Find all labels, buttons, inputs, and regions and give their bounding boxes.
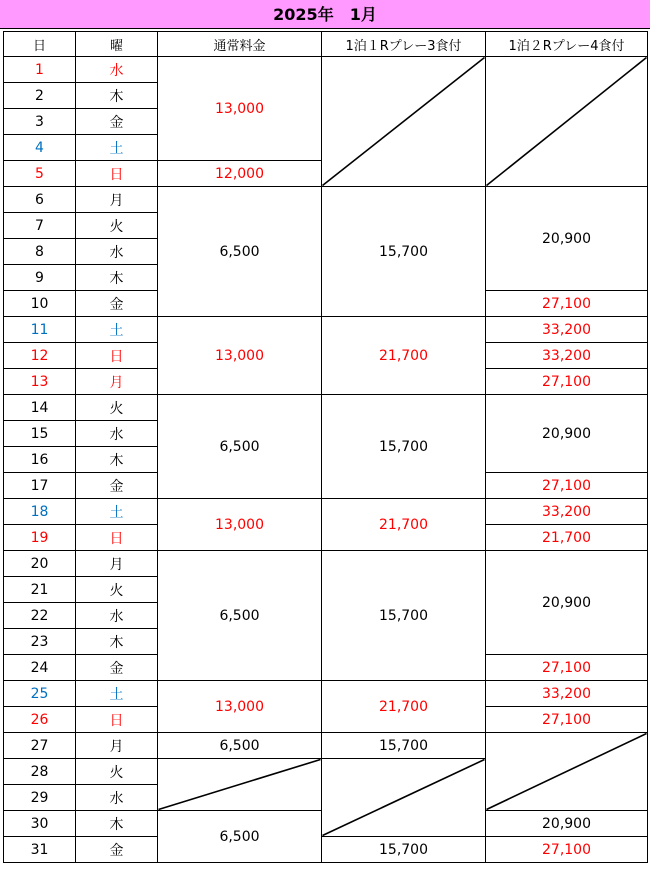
plan-2r-cell: 27,100 <box>486 837 648 863</box>
day-cell: 4 <box>4 135 76 161</box>
day-cell: 5 <box>4 161 76 187</box>
weekday-cell: 日 <box>76 707 158 733</box>
weekday-cell: 水 <box>76 57 158 83</box>
plan-2r-cell: 27,100 <box>486 369 648 395</box>
weekday-cell: 火 <box>76 759 158 785</box>
weekday-cell: 月 <box>76 369 158 395</box>
weekday-cell: 木 <box>76 811 158 837</box>
diagonal-slash <box>323 58 485 186</box>
plan-1r-cell: 15,700 <box>322 733 486 759</box>
plan-1r-cell: 15,700 <box>322 837 486 863</box>
day-cell: 14 <box>4 395 76 421</box>
weekday-cell: 木 <box>76 629 158 655</box>
plan-2r-cell: 21,700 <box>486 525 648 551</box>
plan-2r-cell: 33,200 <box>486 317 648 343</box>
plan-1r-cell: 15,700 <box>322 395 486 499</box>
day-cell: 19 <box>4 525 76 551</box>
plan-2r-cell: 20,900 <box>486 551 648 655</box>
day-cell: 26 <box>4 707 76 733</box>
weekday-cell: 火 <box>76 577 158 603</box>
weekday-cell: 月 <box>76 187 158 213</box>
weekday-cell: 金 <box>76 837 158 863</box>
day-cell: 21 <box>4 577 76 603</box>
weekday-cell: 金 <box>76 291 158 317</box>
weekday-cell: 土 <box>76 135 158 161</box>
normal-price-cell: 13,000 <box>158 681 322 733</box>
weekday-cell: 土 <box>76 317 158 343</box>
weekday-cell: 水 <box>76 421 158 447</box>
day-cell: 9 <box>4 265 76 291</box>
page-title: 2025年 1月 <box>0 0 650 29</box>
day-cell: 3 <box>4 109 76 135</box>
diagonal-slash <box>159 760 321 810</box>
normal-price-cell: 6,500 <box>158 811 322 863</box>
day-cell: 29 <box>4 785 76 811</box>
plan-2r-cell: 20,900 <box>486 395 648 473</box>
plan-2r-cell: 27,100 <box>486 291 648 317</box>
plan-2r-cell: 33,200 <box>486 343 648 369</box>
day-cell: 11 <box>4 317 76 343</box>
header-plan-2r: 1泊２Rプレー4食付 <box>486 32 648 57</box>
plan-2r-cell: 33,200 <box>486 499 648 525</box>
normal-price-cell: 13,000 <box>158 499 322 551</box>
plan-1r-cell: 15,700 <box>322 187 486 317</box>
plan-2r-cell: 27,100 <box>486 707 648 733</box>
normal-price-cell: 6,500 <box>158 551 322 681</box>
day-cell: 13 <box>4 369 76 395</box>
day-cell: 28 <box>4 759 76 785</box>
normal-price-cell: 6,500 <box>158 187 322 317</box>
day-cell: 12 <box>4 343 76 369</box>
header-normal-price: 通常料金 <box>158 32 322 57</box>
day-cell: 1 <box>4 57 76 83</box>
normal-price-cell: 13,000 <box>158 57 322 161</box>
plan-2r-cell: 20,900 <box>486 187 648 291</box>
day-cell: 30 <box>4 811 76 837</box>
weekday-cell: 金 <box>76 655 158 681</box>
header-day: 日 <box>4 32 76 57</box>
plan-2r-cell: 20,900 <box>486 811 648 837</box>
day-cell: 15 <box>4 421 76 447</box>
day-cell: 22 <box>4 603 76 629</box>
weekday-cell: 土 <box>76 499 158 525</box>
weekday-cell: 水 <box>76 785 158 811</box>
day-cell: 24 <box>4 655 76 681</box>
day-cell: 17 <box>4 473 76 499</box>
day-cell: 18 <box>4 499 76 525</box>
day-cell: 23 <box>4 629 76 655</box>
diagonal-slash <box>323 760 485 836</box>
day-cell: 8 <box>4 239 76 265</box>
day-cell: 27 <box>4 733 76 759</box>
weekday-cell: 日 <box>76 343 158 369</box>
day-cell: 6 <box>4 187 76 213</box>
plan-2r-cell: 33,200 <box>486 681 648 707</box>
diagonal-slash <box>487 58 647 186</box>
plan-1r-cell: 21,700 <box>322 499 486 551</box>
day-cell: 10 <box>4 291 76 317</box>
weekday-cell: 月 <box>76 551 158 577</box>
normal-price-cell: 13,000 <box>158 317 322 395</box>
weekday-cell: 火 <box>76 213 158 239</box>
diagonal-slash <box>487 734 647 810</box>
weekday-cell: 水 <box>76 239 158 265</box>
normal-price-cell: 6,500 <box>158 395 322 499</box>
plan-1r-cell: 15,700 <box>322 551 486 681</box>
weekday-cell: 金 <box>76 109 158 135</box>
weekday-cell: 日 <box>76 525 158 551</box>
weekday-cell: 月 <box>76 733 158 759</box>
day-cell: 2 <box>4 83 76 109</box>
weekday-cell: 木 <box>76 447 158 473</box>
day-cell: 31 <box>4 837 76 863</box>
weekday-cell: 金 <box>76 473 158 499</box>
normal-price-cell: 12,000 <box>158 161 322 187</box>
day-cell: 25 <box>4 681 76 707</box>
weekday-cell: 土 <box>76 681 158 707</box>
weekday-cell: 木 <box>76 265 158 291</box>
plan-1r-cell: 21,700 <box>322 317 486 395</box>
plan-2r-cell: 27,100 <box>486 473 648 499</box>
day-cell: 20 <box>4 551 76 577</box>
day-cell: 7 <box>4 213 76 239</box>
header-plan-1r: 1泊１Rプレー3食付 <box>322 32 486 57</box>
header-weekday: 曜 <box>76 32 158 57</box>
weekday-cell: 水 <box>76 603 158 629</box>
weekday-cell: 日 <box>76 161 158 187</box>
weekday-cell: 木 <box>76 83 158 109</box>
plan-2r-cell: 27,100 <box>486 655 648 681</box>
day-cell: 16 <box>4 447 76 473</box>
plan-1r-cell: 21,700 <box>322 681 486 733</box>
normal-price-cell: 6,500 <box>158 733 322 759</box>
weekday-cell: 火 <box>76 395 158 421</box>
